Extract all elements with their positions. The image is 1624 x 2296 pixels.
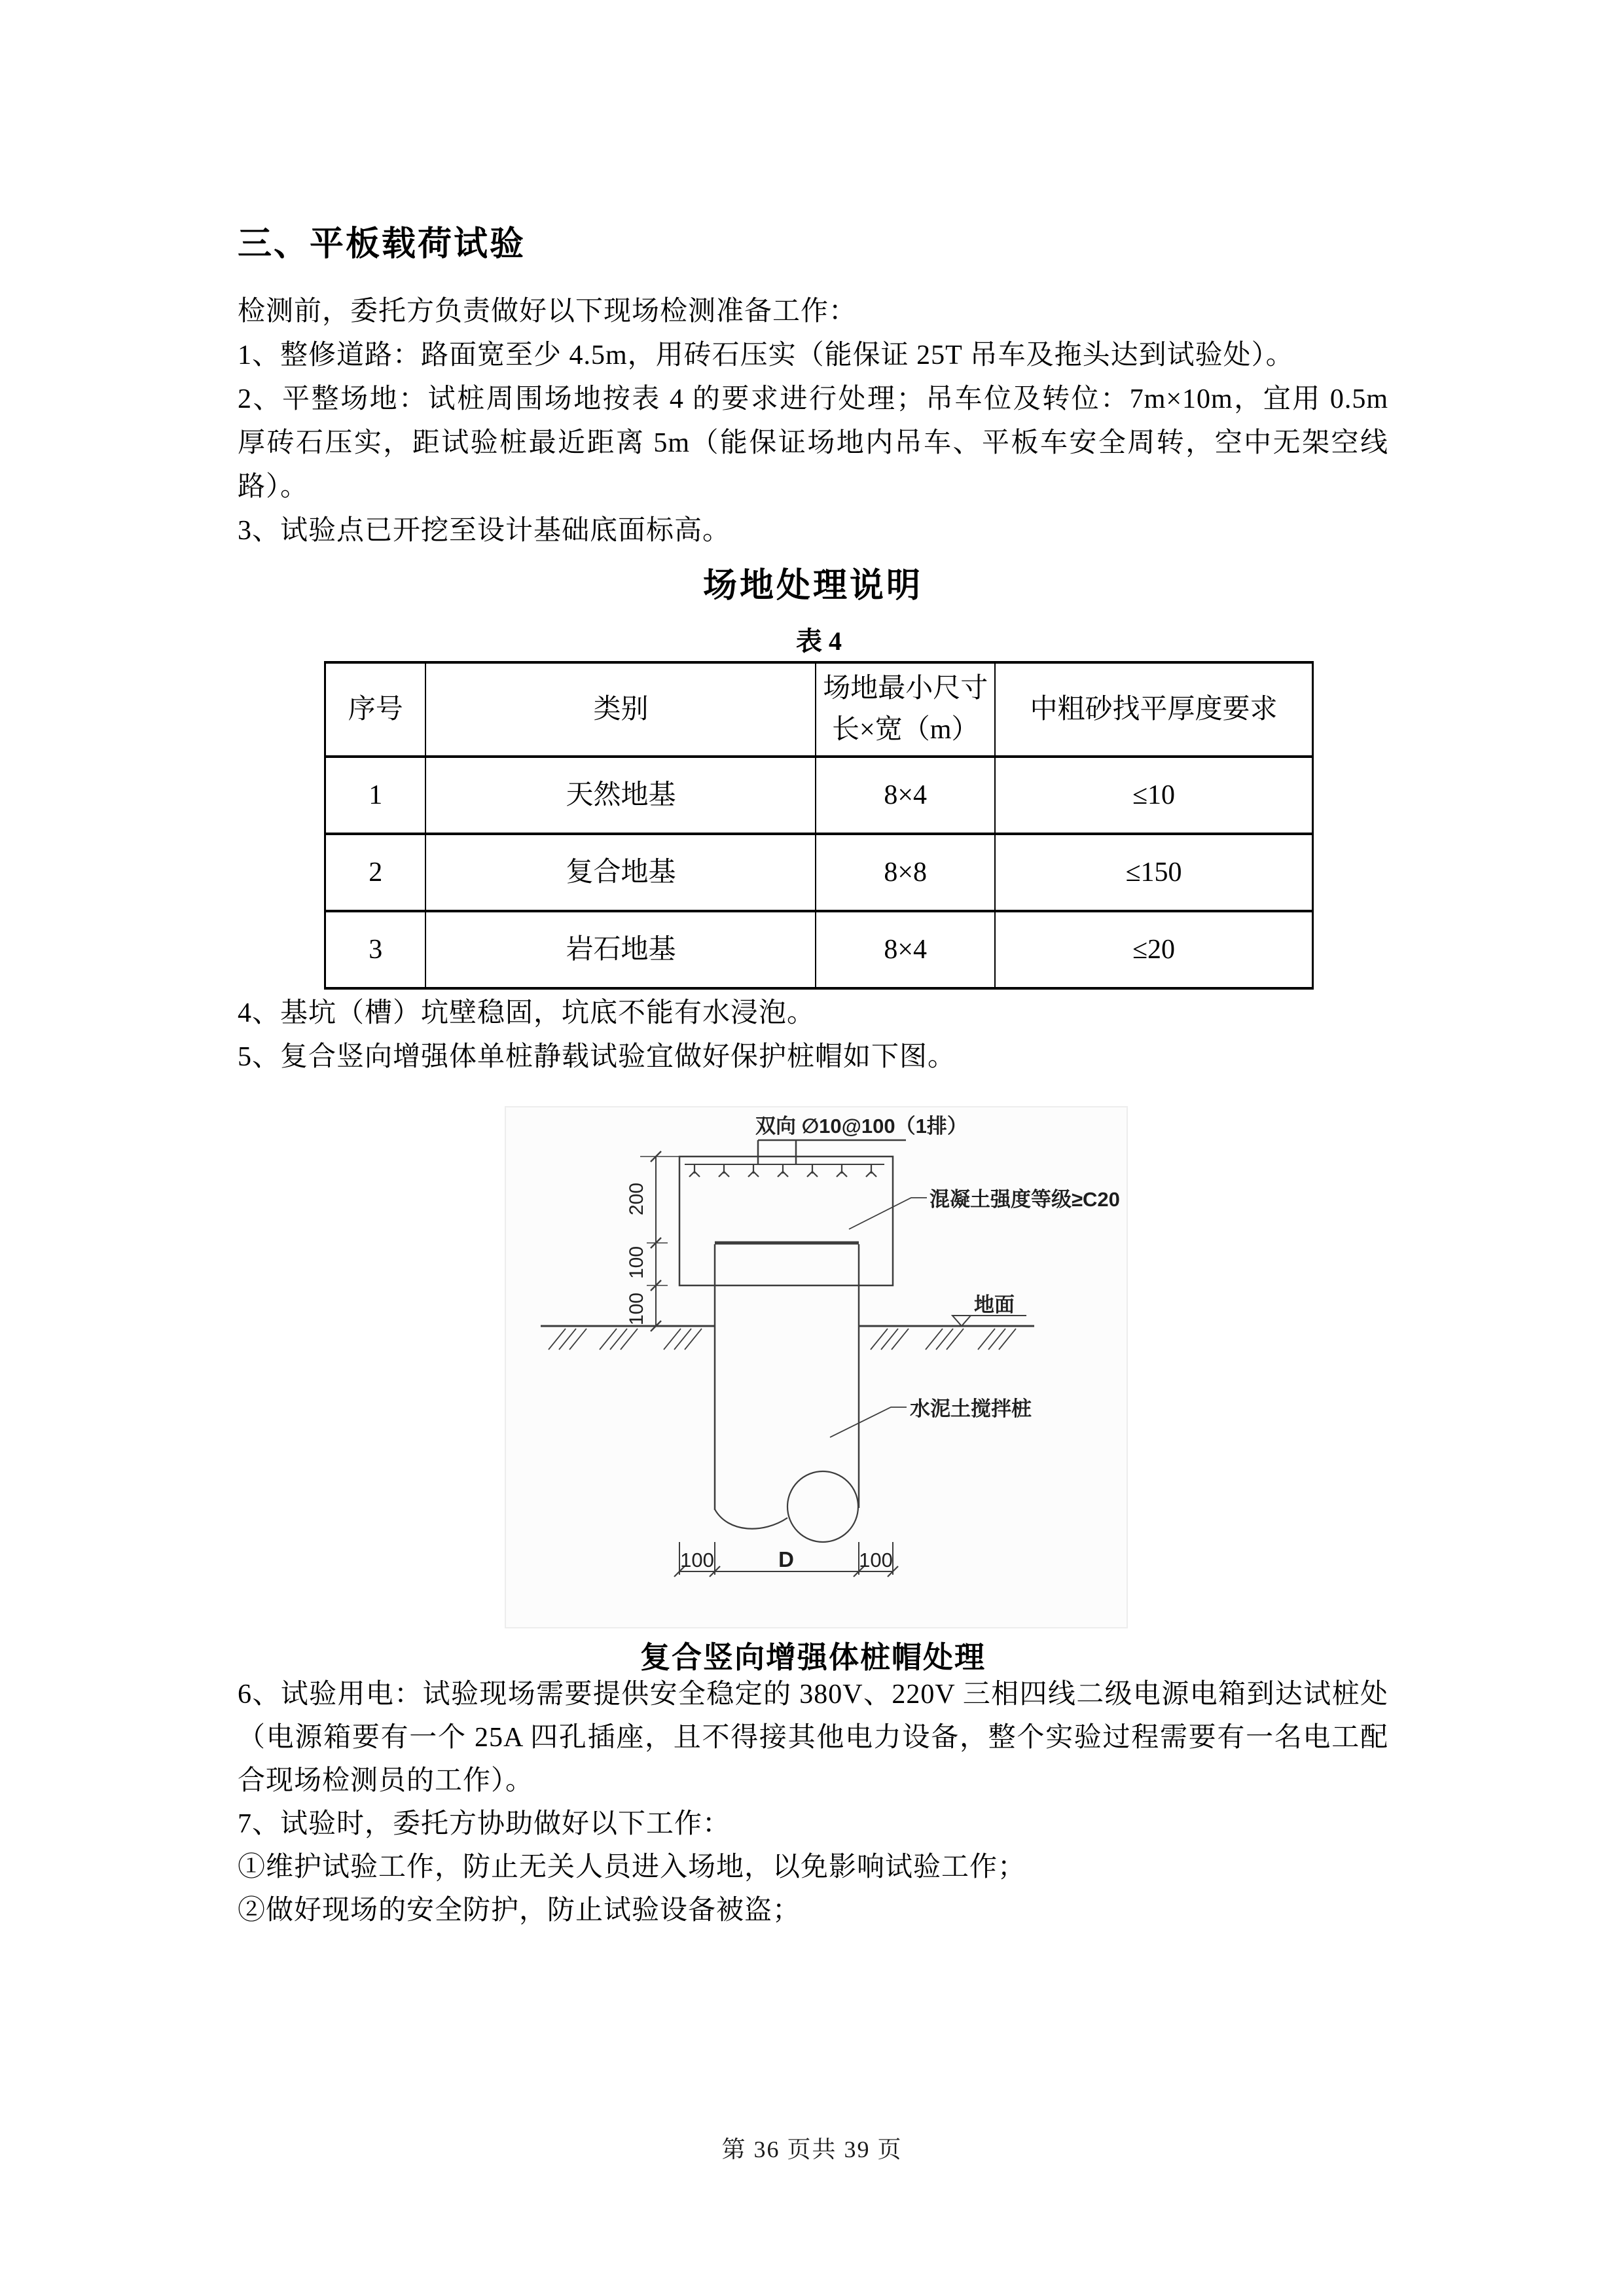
table-row	[325, 911, 1313, 988]
pile-label: 水泥土搅拌桩	[910, 1397, 1032, 1420]
ground-label: 地面	[974, 1293, 1015, 1316]
cell-sand: ≤10	[995, 757, 1313, 834]
table-caption: 表 4	[796, 626, 842, 656]
dim-label-bottom-right: 100	[859, 1549, 893, 1571]
paragraph-item2-line3: 路）。	[238, 472, 309, 502]
dim-label-bottom-left: 100	[680, 1549, 714, 1571]
cell-index: 1	[325, 757, 426, 834]
table-header-row	[325, 662, 1313, 757]
col-header-size: 场地最小尺寸长×宽（m）	[816, 662, 994, 757]
site-treatment-table	[324, 661, 1314, 990]
cell-category: 天然地基	[425, 757, 816, 834]
cell-index: 2	[325, 834, 426, 911]
dim-label-100-mid: 100	[626, 1246, 647, 1280]
cell-sand: ≤20	[995, 911, 1313, 988]
paragraph-item4: 4、基坑（槽）坑壁稳固，坑底不能有水浸泡。	[238, 998, 816, 1028]
paragraph-item6-line3: 合现场检测员的工作）。	[238, 1766, 534, 1796]
paragraph-intro: 检测前，委托方负责做好以下现场检测准备工作：	[238, 296, 857, 327]
dim-label-100-low: 100	[626, 1292, 647, 1326]
pile-cap-diagram	[504, 1106, 1132, 1630]
page-number-footer: 第 36 页共 39 页	[721, 2136, 903, 2162]
cell-category: 岩石地基	[425, 911, 816, 988]
col-header-index: 序号	[325, 662, 426, 757]
cell-index: 3	[325, 911, 426, 988]
col-header-category: 类别	[425, 662, 816, 757]
dim-label-200: 200	[626, 1182, 647, 1216]
paragraph-item2-line2: 厚砖石压实，距试验桩最近距离 5m（能保证场地内吊车、平板车安全周转，空中无架空线	[238, 428, 1388, 458]
table-row	[325, 834, 1313, 911]
cell-sand: ≤150	[995, 834, 1313, 911]
cell-category: 复合地基	[425, 834, 816, 911]
paragraph-item7-sub2: ②做好现场的安全防护，防止试验设备被盗；	[238, 1895, 801, 1926]
rebar-label: 双向 ∅10@100（1排）	[755, 1115, 967, 1138]
paragraph-item5: 5、复合竖向增强体单桩静载试验宜做好保护桩帽如下图。	[238, 1042, 956, 1072]
figure-caption: 复合竖向增强体桩帽处理	[640, 1641, 986, 1674]
concrete-label: 混凝土强度等级≥C20	[929, 1188, 1120, 1211]
paragraph-item6-line2: （电源箱要有一个 25A 四孔插座，且不得接其他电力设备，整个实验过程需要有一名电工配	[238, 1723, 1388, 1753]
diagram-image-background	[505, 1107, 1127, 1628]
cell-size: 8×4	[816, 757, 994, 834]
paragraph-item2-line1: 2、平整场地：试桩周围场地按表 4 的要求进行处理；吊车位及转位：7m×10m，宜用 0.5m	[238, 384, 1388, 414]
paragraph-item7-sub1: ①维护试验工作，防止无关人员进入场地，以免影响试验工作；	[238, 1852, 1026, 1882]
cell-size: 8×8	[816, 834, 994, 911]
table-row	[325, 757, 1313, 834]
section-title: 场地处理说明	[702, 567, 923, 605]
paragraph-item7: 7、试验时，委托方协助做好以下工作：	[238, 1809, 731, 1839]
dim-label-bottom-center: D	[778, 1547, 794, 1571]
paragraph-item6-line1: 6、试验用电：试验现场需要提供安全稳定的 380V、220V 三相四线二级电源电箱到达试桩处	[238, 1679, 1388, 1710]
paragraph-item1: 1、整修道路：路面宽至少 4.5m，用砖石压实（能保证 25T 吊车及拖头达到试验处）。	[238, 340, 1294, 370]
paragraph-item3: 3、试验点已开挖至设计基础底面标高。	[238, 516, 731, 546]
cell-size: 8×4	[816, 911, 994, 988]
col-header-sand: 中粗砂找平厚度要求	[995, 662, 1313, 757]
page-title: 三、平板载荷试验	[238, 226, 526, 263]
